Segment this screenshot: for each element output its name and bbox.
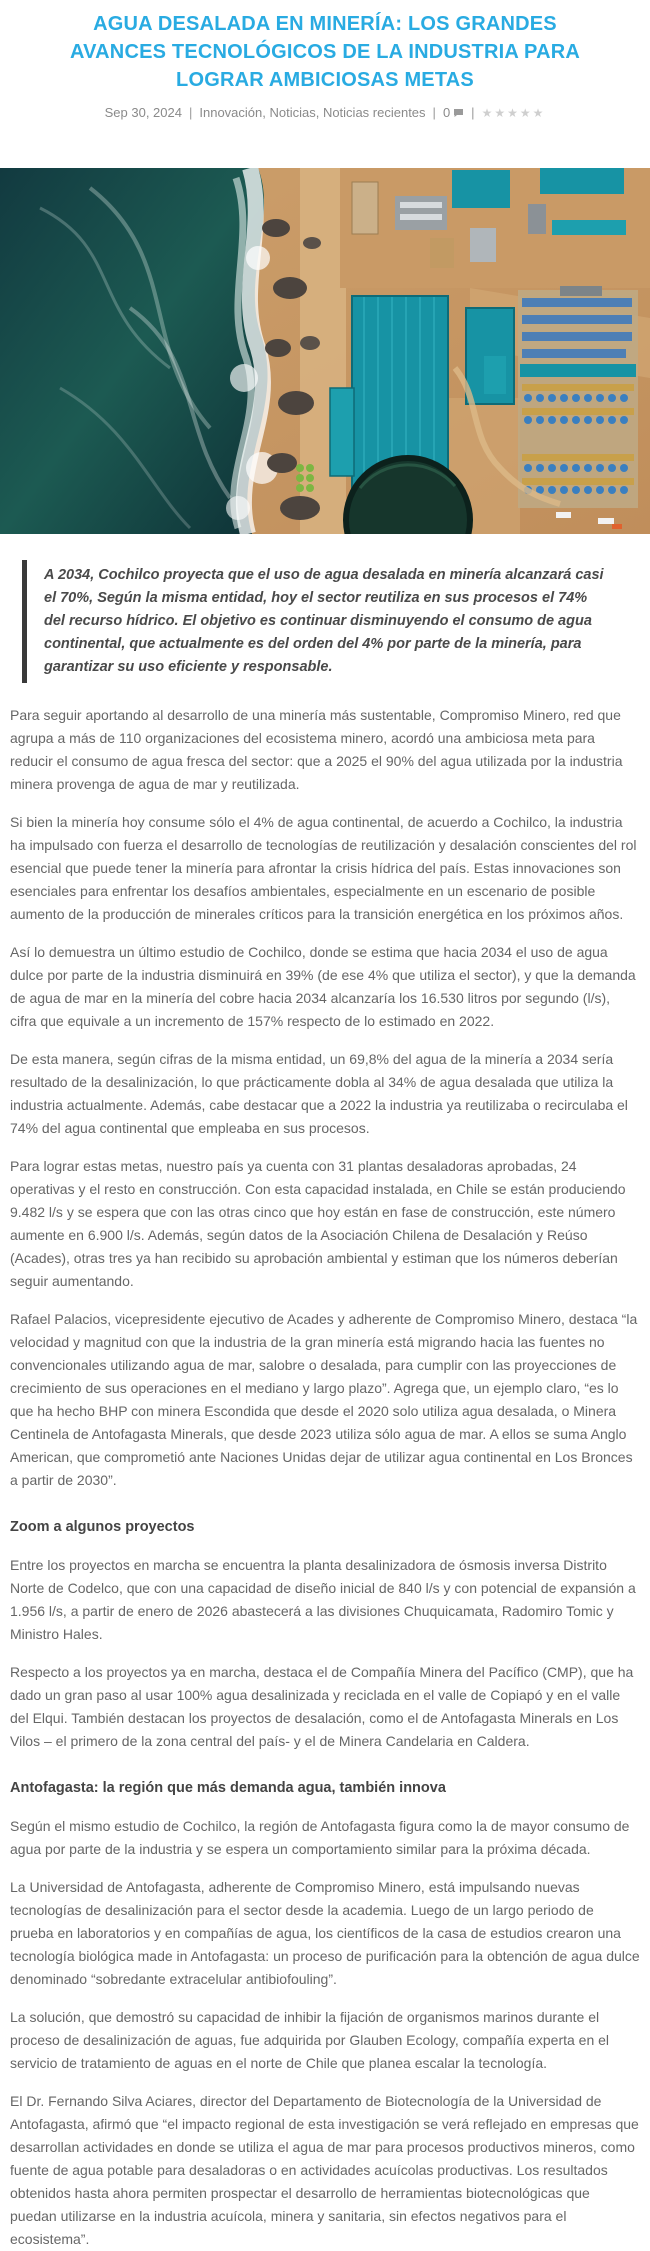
paragraph-2: Si bien la minería hoy consume sólo el 4% de agua continental, de acuerdo a Cochilco, la industria ha impulsado con fuerza el desarrollo de tecnologías de reutilización y desalación conscientes del rol esencial que puede tener la minería para afrontar la crisis hídrica del país. Estas innovaciones son esenciales para enfrentar los desafíos ambientales, especialmente en un escenario de posible aumento de la producción de minerales críticos para la transición energética en los próximos años. xyxy=(10,814,637,922)
comment-icon xyxy=(453,105,464,122)
lead-blockquote: A 2034, Cochilco proyecta que el uso de agua desalada en minería alcanzará casi el 70%, Según la misma entidad, hoy el sector reutiliza en sus procesos el 74% del recurso hídrico. El objetivo es continuar disminuyendo el consumo de agua continental, que actualmente es del orden del 4% por parte de la minería, para garantizar su uso eficiente y responsable. xyxy=(22,560,640,683)
post-meta xyxy=(10,104,640,122)
meta-separator: | xyxy=(471,105,475,120)
hero-image xyxy=(0,168,650,534)
paragraph-9: Según el mismo estudio de Cochilco, la región de Antofagasta figura como la de mayor consumo de agua por parte de la industria y se espera un comportamiento similar para la próxima década. xyxy=(10,1818,630,1857)
comment-count-link[interactable] xyxy=(443,105,464,120)
post-date: Sep 30, 2024 xyxy=(104,105,182,120)
paragraph-7: Entre los proyectos en marcha se encuentra la planta desalinizadora de ósmosis inversa Distrito Norte de Codelco, que con una capacidad de diseño inicial de 840 l/s y con potencial de expansión a 1.956 l/s, a partir de enero de 2026 abastecerá a las divisiones Chuquicamata, Radomiro Tomic y Ministro Hales. xyxy=(10,1557,636,1642)
paragraph-10: La Universidad de Antofagasta, adherente de Compromiso Minero, está impulsando nuevas tecnologías de desalinización para el sector desde la academia. Luego de un largo periodo de prueba en laboratorios y en compañías de agua, los científicos de la casa de estudios crearon una tecnología biológica made in Antofagasta: un proceso de purificación para la obtención de agua dulce denominado “sobredante extracelular antibiofouling”. xyxy=(10,1879,640,1987)
paragraph-12: El Dr. Fernando Silva Aciares, director del Departamento de Biotecnología de la Universidad de Antofagasta, afirmó que “el impacto regional de esta investigación se verá reflejado en empresas que desarrollan actividades en donde se utiliza el agua de mar para procesos productivos mineros, como fuente de agua potable para desaladoras o en actividades acuícolas productivas. Los resultados obtenidos hasta ahora permiten prospectar el desarrollo de herramientas biotecnológicas que puedan utilizarse en la industria acuícola, minera y sanitaria, sin efectos negativos para el ecosistema”. xyxy=(10,2093,639,2247)
paragraph-3: Así lo demuestra un último estudio de Cochilco, donde se estima que hacia 2034 el uso de agua dulce por parte de la industria disminuirá en 39% (de ese 4% que utiliza el sector), y que la demanda de agua de mar en la minería del cobre hacia 2034 alcanzaría los 16.530 litros por segundo (l/s), cifra que equivale a un incremento de 157% respecto de lo estimado en 2022. xyxy=(10,944,636,1029)
section-heading-antofagasta: Antofagasta: la región que más demanda agua, también innova xyxy=(10,1780,446,1796)
paragraph-4: De esta manera, según cifras de la misma entidad, un 69,8% del agua de la minería a 2034 sería resultado de la desalinización, lo que prácticamente dobla al 34% de agua desalada que utiliza la industria actualmente. Además, cabe destacar que a 2022 la industria ya reutilizaba o recirculaba el 74% del agua continental que empleaba en sus procesos. xyxy=(10,1051,628,1136)
paragraph-8: Respecto a los proyectos ya en marcha, destaca el de Compañía Minera del Pacífico (CMP), que ha dado un gran paso al usar 100% agua desalinizada y reciclada en el valle de Copiapó y en el valle del Elqui. También destacan los proyectos de desalación, como el de Antofagasta Minerals en Los Vilos – el primero de la zona central del país- y el de Minera Candelaria en Caldera. xyxy=(10,1664,634,1749)
page-title: AGUA DESALADA EN MINERÍA: LOS GRANDES AVANCES TECNOLÓGICOS DE LA INDUSTRIA PARA LOGRAR AMBICIOSAS METAS xyxy=(69,13,581,91)
meta-separator: | xyxy=(188,105,193,120)
desalination-plant-aerial-illustration xyxy=(0,168,650,534)
post-header xyxy=(0,0,650,122)
post-categories-link[interactable]: Innovación, Noticias, Noticias recientes xyxy=(199,105,426,120)
rating-stars[interactable]: ★★★★★ xyxy=(481,106,546,120)
paragraph-5: Para lograr estas metas, nuestro país ya cuenta con 31 plantas desaladoras aprobadas, 24 operativas y el resto en construcción. Con esta capacidad instalada, en Chile se están produciendo 9.482 l/s y se espera que con las otras cinco que hoy están en fase de construcción, este número aumente en 6.900 l/s. Además, según datos de la Asociación Chilena de Desalación y Reúso (Acades), otras tres ya han recibido su aprobación ambiental y estiman que los números deberían seguir aumentando. xyxy=(10,1158,626,1289)
section-heading-proyectos: Zoom a algunos proyectos xyxy=(10,1519,195,1535)
paragraph-1: Para seguir aportando al desarrollo de una minería más sustentable, Compromiso Minero, red que agrupa a más de 110 organizaciones del ecosistema minero, acordó una ambiciosa meta para reducir el consumo de agua fresca del sector: que a 2025 el 90% del agua utilizada por la industria minera provenga de agua de mar y reutilizada. xyxy=(10,707,623,792)
comment-count: 0 xyxy=(442,105,451,120)
paragraph-11: La solución, que demostró su capacidad de inhibir la fijación de organismos marinos durante el proceso de desalinización de aguas, fue adquirida por Glauben Ecology, compañía experta en el servicio de tratamiento de aguas en el norte de Chile que planea escalar la tecnología. xyxy=(10,2009,610,2071)
paragraph-6: Rafael Palacios, vicepresidente ejecutivo de Acades y adherente de Compromiso Minero, destaca “la velocidad y magnitud con que la industria de la gran minería está migrando hacia las fuentes no convencionales utilizando agua de mar, salobre o desalada, para cumplir con las proyecciones de crecimiento de sus operaciones en el mediano y largo plazo”. Agrega que, un ejemplo claro, “es lo que ha hecho BHP con minera Escondida que desde el 2020 solo utiliza agua desalada, o Minera Centinela de Antofagasta Minerals, que desde 2023 utiliza sólo agua de mar. A ellos se suma Anglo American, que comprometió ante Naciones Unidas dejar de utilizar agua continental en Los Bronces a partir de 2030”. xyxy=(10,1311,638,1488)
meta-separator: | xyxy=(432,105,436,120)
article-body xyxy=(0,560,650,2251)
